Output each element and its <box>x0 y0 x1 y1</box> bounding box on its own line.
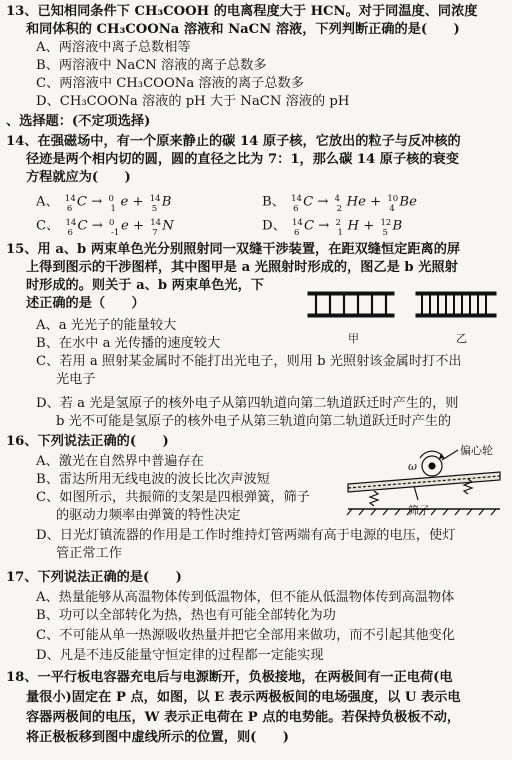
q16-stem: 16、下列说法正确的( ) <box>6 434 169 449</box>
q13-option-a: A、两溶液中离子总数相等 <box>36 40 191 55</box>
q18-stem-line4: 将正极板移到图中虚线所示的位置，则( ) <box>26 730 290 745</box>
q16-option-c-line1: C、如图所示，共振筛的支架是四根弹簧，筛子 <box>36 490 310 505</box>
q14-option-c: C、 14 6 C → 0 -1 e + 14 7 N <box>36 218 174 238</box>
q15-stem-line4: 述正确的是（ ） <box>26 296 145 311</box>
q15-stem-line2: 上得到图示的干涉图样，其中图甲是 a 光照射时形成的，图乙是 b 光照射 <box>26 260 458 275</box>
q15-option-b: B、在水中 a 光传播的速度较大 <box>36 336 221 351</box>
q16-option-b: B、雷达所用无线电波的波长比次声波短 <box>36 472 270 487</box>
q15-option-d-line1: D、若 a 光是氢原子的核外电子从第四轨道向第二轨道跃迁时产生的，则 <box>36 396 459 411</box>
section-header: 、选择题：(不定项选择) <box>6 114 151 129</box>
q17-option-a: A、热量能够从高温物体传到低温物体，但不能从低温物体传到高温物体 <box>36 590 455 605</box>
omega-symbol: ω <box>408 460 417 473</box>
q18-stem-line2: 量很小)固定在 P 点，如图，以 E 表示两极板间的电场强度，以 U 表示电 <box>26 690 461 705</box>
q14-option-b: B、 14 6 C → 4 2 He + 10 4 Be <box>262 194 417 214</box>
fringe-pattern-jia <box>306 286 398 332</box>
fringe-pattern-yi <box>414 286 500 332</box>
sieve-label: 筛子 <box>408 504 430 517</box>
q13-option-b: B、两溶液中 NaCN 溶液的离子总数多 <box>36 58 267 73</box>
q17-stem: 17、下列说法正确的是( ) <box>6 570 182 585</box>
q14-option-d: D、 14 6 C → 2 1 H + 12 5 B <box>262 218 403 238</box>
q16-option-d-line1: D、日光灯镇流器的作用是工作时维持灯管两端有高于电源的电压，使灯 <box>36 528 456 543</box>
q17-option-b: B、功可以全部转化为热，热也有可能全部转化为功 <box>36 608 336 623</box>
q16-option-a: A、激光在自然界中普遍存在 <box>36 454 204 469</box>
q13-stem-line1: 13、已知相同条件下 CH₃COOH 的电离程度大于 HCN。对于同温度、同浓度 <box>6 4 478 19</box>
q13-stem-line2: 和同体积的 CH₃COONa 溶液和 NaCN 溶液，下列判断正确的是( ) <box>26 22 460 37</box>
q15-option-a: A、a 光光子的能量较大 <box>36 318 177 333</box>
q15-option-c-line2: 光电子 <box>56 372 96 387</box>
fringe-label-jia: 甲 <box>348 332 359 345</box>
q15-option-d-line2: b 光不可能是氢原子的核外电子从第三轨道向第二轨道跃迁时产生的 <box>56 414 452 429</box>
q14-stem-line2: 径迹是两个相内切的圆，圆的直径之比为 7：1，那么碳 14 原子核的衰变 <box>26 152 459 167</box>
q14-option-a: A、 14 6 C → 0 1 e + 14 5 B <box>36 194 172 214</box>
fringe-label-yi: 乙 <box>456 332 467 345</box>
q13-option-d: D、CH₃COONa 溶液的 pH 大于 NaCN 溶液的 pH <box>36 94 350 109</box>
q13-option-c: C、两溶液中 CH₃COONa 溶液的离子总数多 <box>36 76 304 91</box>
q16-option-d-line2: 管正常工作 <box>56 546 122 561</box>
q17-option-d: D、凡是不违反能量守恒定律的过程都一定能实现 <box>36 648 324 663</box>
eccentric-wheel-label: 偏心轮 <box>460 444 493 457</box>
q14-stem-line1: 14、在强磁场中，有一个原来静止的碳 14 原子核，它放出的粒子与反冲核的 <box>6 134 461 149</box>
q15-stem-line3: 时形成的。则关于 a、b 两束单色光，下 <box>26 278 264 293</box>
q18-stem-line1: 18、一平行板电容器充电后与电源断开，负极接地，在两极间有一正电荷(电 <box>6 670 453 685</box>
q14-stem-line3: 方程就应为( ) <box>26 170 131 185</box>
q17-option-c: C、不可能从单一热源吸收热量并把它全部用来做功，而不引起其他变化 <box>36 628 455 643</box>
q18-stem-line3: 容器两极间的电压，W 表示正电荷在 P 点的电势能。若保持负极板不动， <box>26 710 461 725</box>
q16-option-c-line2: 的驱动力频率由弹簧的特性决定 <box>56 508 241 523</box>
q15-option-c-line1: C、若用 a 照射某金属时不能打出光电子，则用 b 光照射该金属时打不出 <box>36 354 462 369</box>
q15-stem-line1: 15、用 a、b 两束单色光分别照射同一双缝干涉装置，在距双缝恒定距离的屏 <box>6 242 461 257</box>
